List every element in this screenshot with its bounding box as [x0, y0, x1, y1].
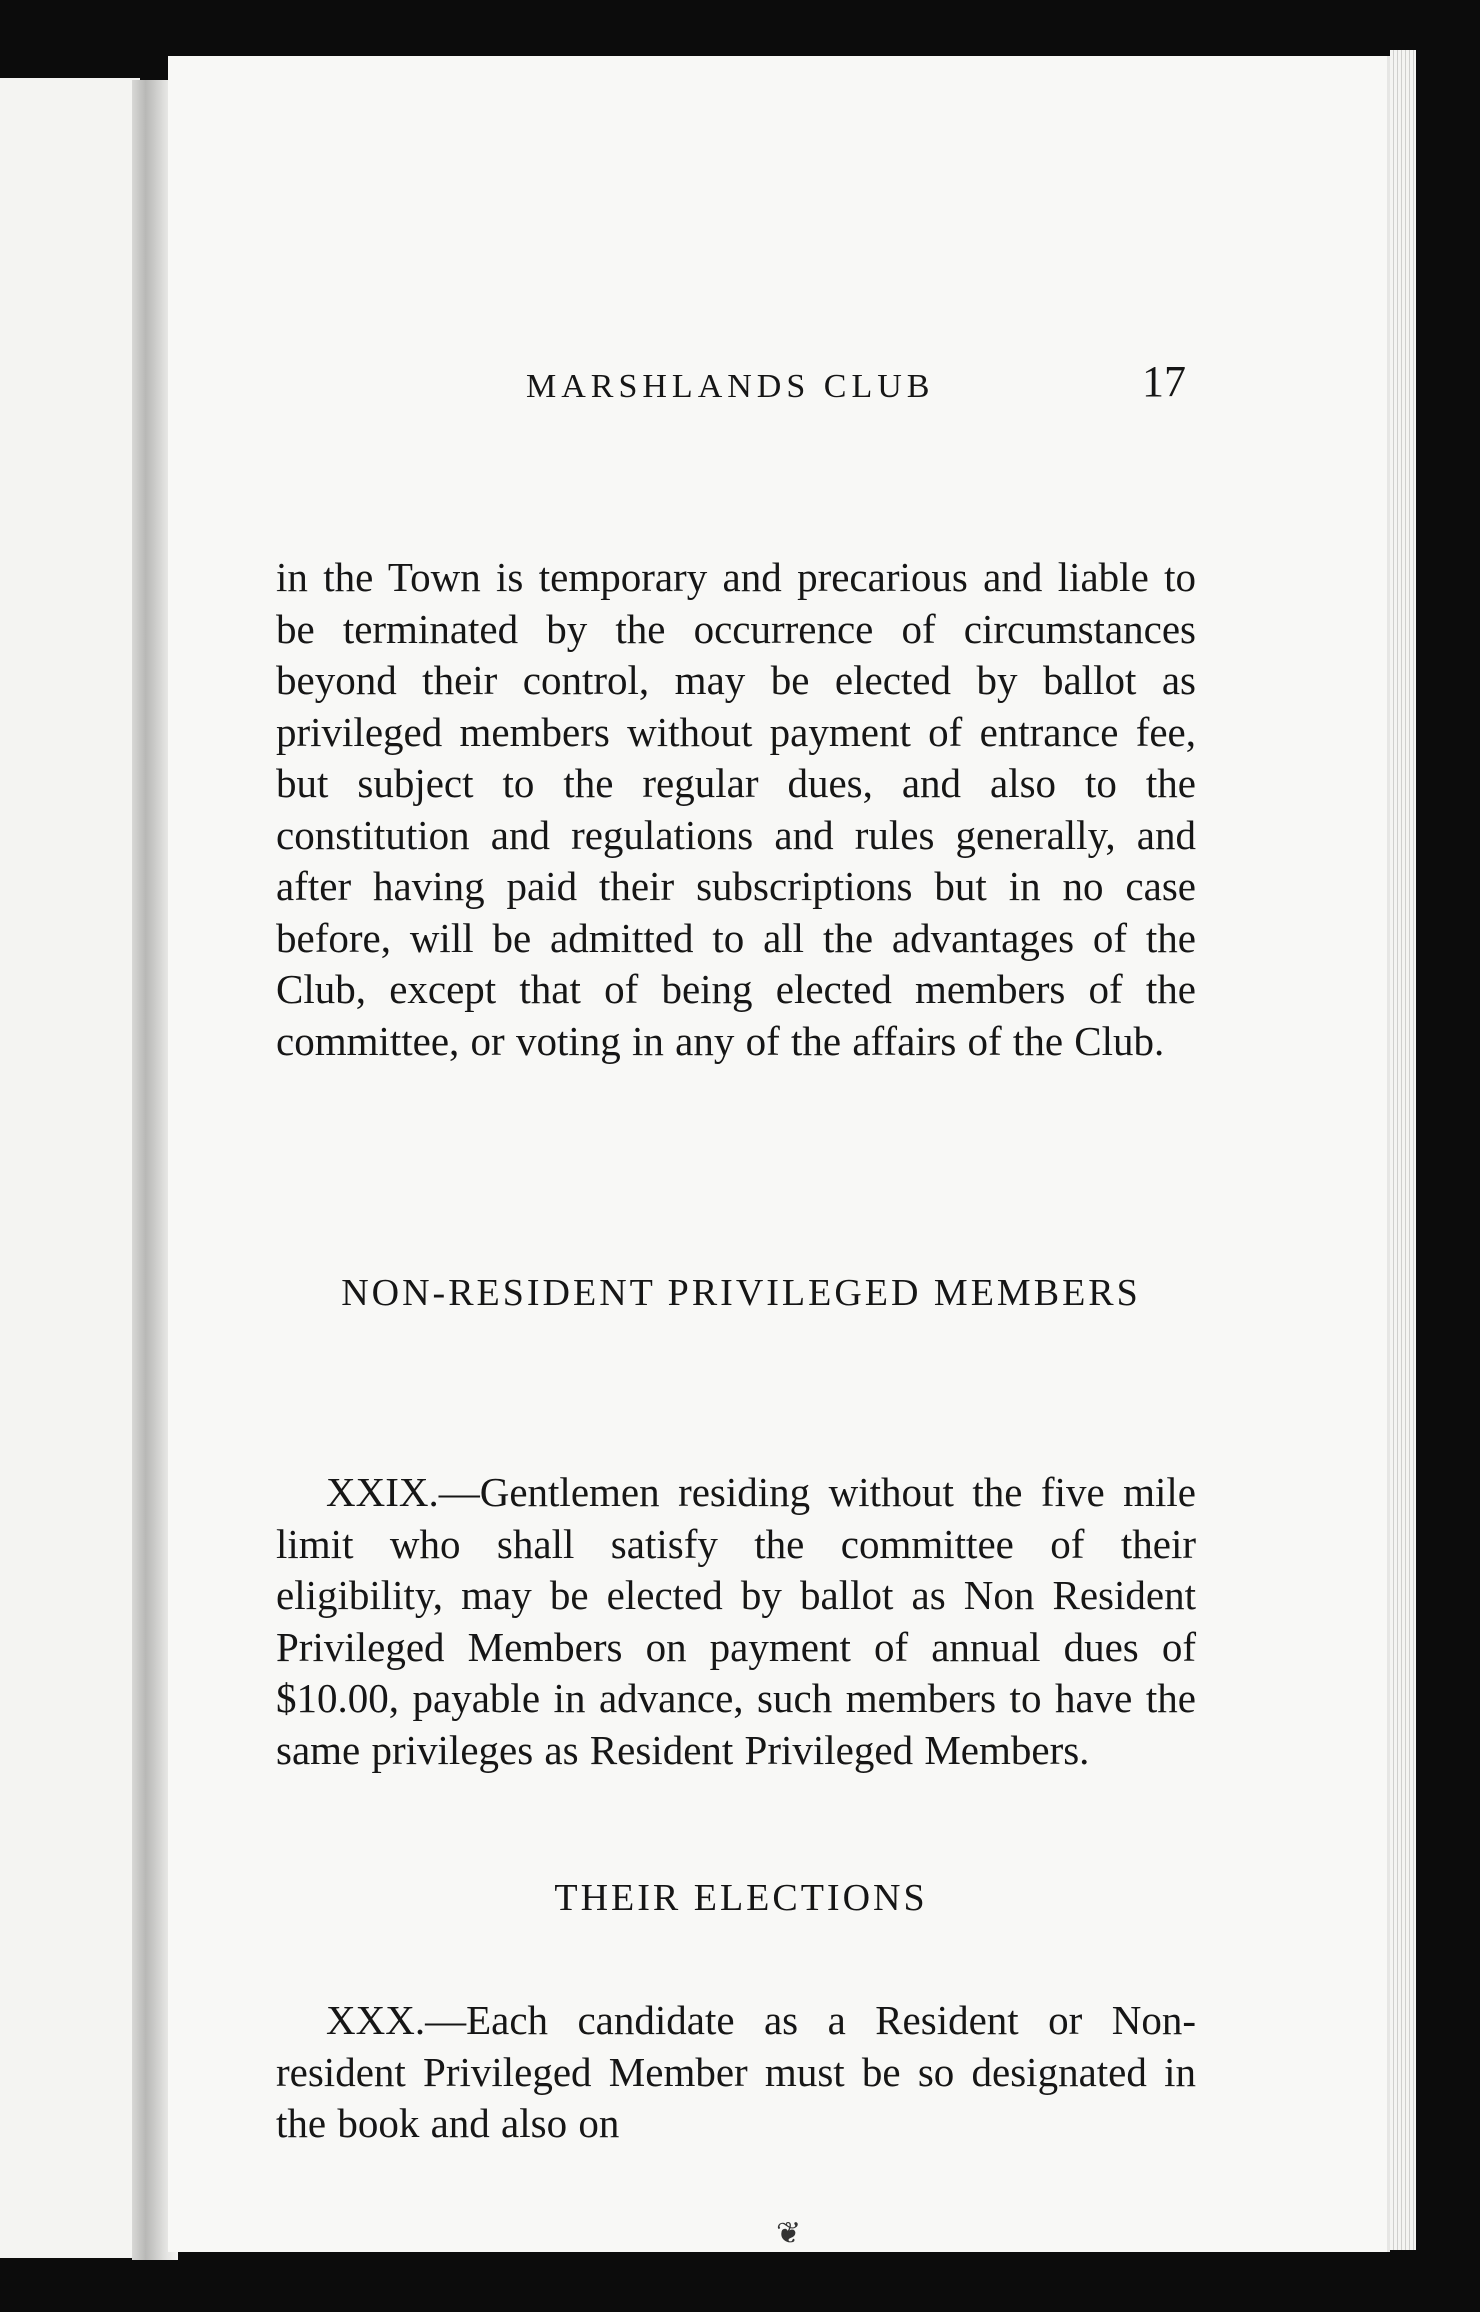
running-head	[276, 356, 1206, 416]
body-paragraph: XXIX.—Gentlemen residing without the five mile limit who shall satisfy the committee of their eligibility, may be elected by ballot as Non Resident Privileged Members on payment of annual dues of $10.00, payable in advance, such members to have the same privileges as Resident Privileged Members.	[276, 1469, 1196, 1773]
previous-page-edge	[0, 78, 140, 2258]
section-heading: THEIR ELECTIONS	[554, 1877, 928, 1919]
body-paragraph: in the Town is temporary and precarious and liable to be terminated by the occurrence of circumstances beyond their control, may be elected by ballot as privileged members without payment of entrance fee, but subject to the regular dues, and also to the constitution and regulations and rules generally, and after having paid their subscriptions but in no case before, will be admitted to all the advantages of the Club, except that of being elected members of the committee, or voting in any of the affairs of the Club.	[276, 554, 1196, 1064]
page-number: 17	[1142, 357, 1186, 406]
section-heading: NON-RESIDENT PRIVILEGED MEMBERS	[341, 1272, 1141, 1314]
footer-ornament: ❦	[776, 2217, 802, 2250]
running-title: MARSHLANDS CLUB	[526, 368, 935, 405]
page-stack-edges	[1390, 50, 1416, 2250]
book-page	[168, 56, 1390, 2252]
body-paragraph: XXX.—Each candidate as a Resident or Non-resident Privileged Member must be so designated in the book and also on	[276, 1997, 1196, 2146]
